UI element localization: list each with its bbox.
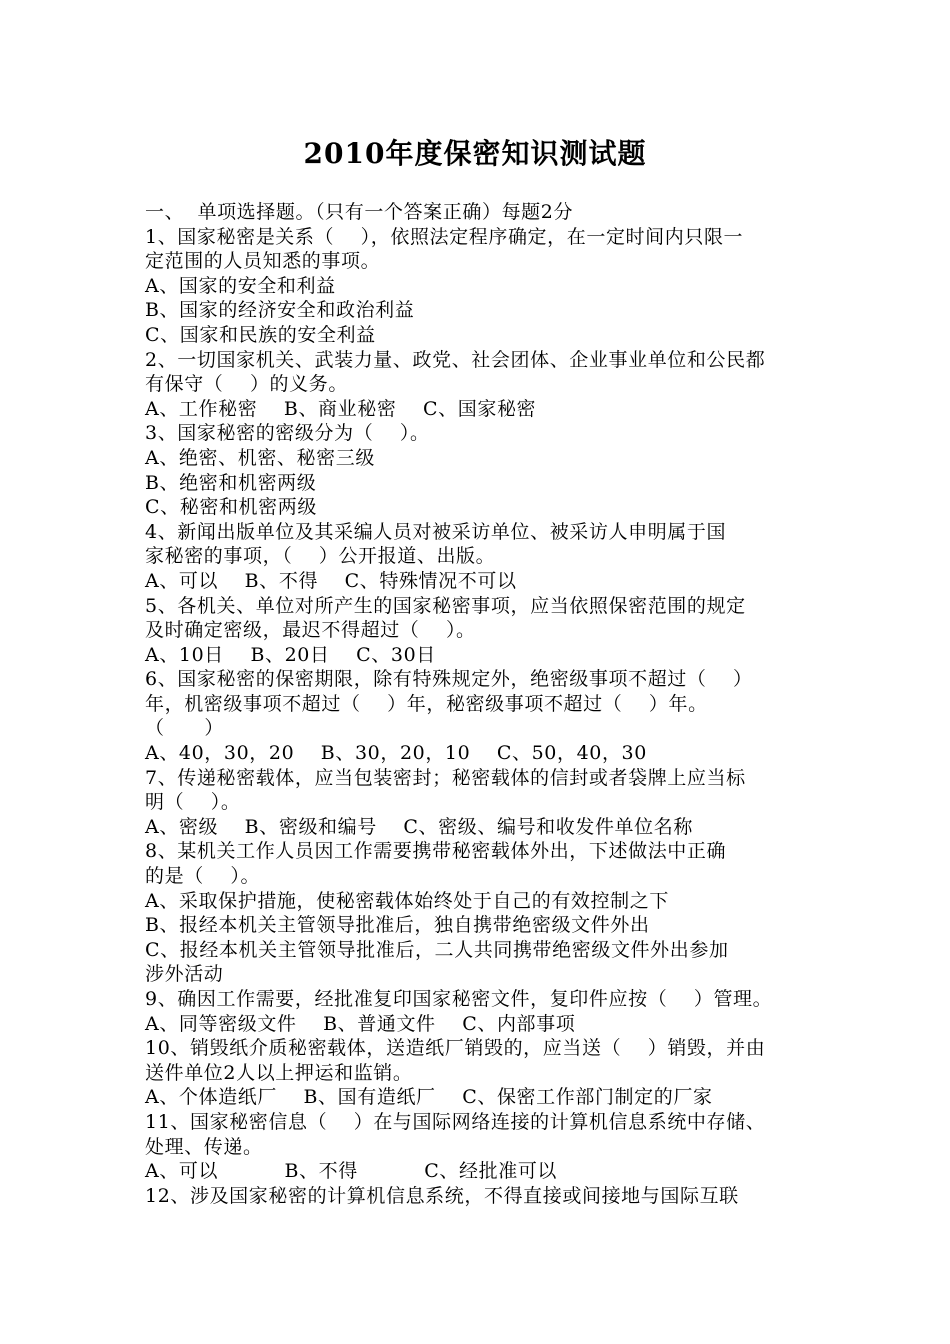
text-line: B、报经本机关主管领导批准后，独自携带绝密级文件外出 [145, 914, 650, 937]
text-line: A、同等密级文件 B、普通文件 C、内部事项 [145, 1012, 576, 1035]
text-line: 的是（ ）。 [145, 865, 261, 888]
text-line: 家秘密的事项，（ ）公开报道、出版。 [145, 545, 496, 568]
text-line: 4、新闻出版单位及其采编人员对被采访单位、被采访人申明属于国 [145, 520, 727, 543]
text-line: C、国家和民族的安全利益 [145, 323, 376, 346]
text-line: 8、某机关工作人员因工作需要携带秘密载体外出，下述做法中正确 [145, 840, 727, 863]
text-line: A、密级 B、密级和编号 C、密级、编号和收发件单位名称 [145, 815, 693, 838]
text-line: 12、涉及国家秘密的计算机信息系统，不得直接或间接地与国际互联 [145, 1184, 739, 1207]
text-line: A、国家的安全和利益 [145, 274, 336, 297]
text-line: C、报经本机关主管领导批准后，二人共同携带绝密级文件外出参加 [145, 938, 729, 961]
text-line: 及时确定密级，最迟不得超过（ ）。 [145, 619, 476, 642]
text-line: 5、各机关、单位对所产生的国家秘密事项，应当依照保密范围的规定 [145, 594, 746, 617]
text-line: 送件单位2人以上押运和监销。 [145, 1061, 413, 1084]
text-line: 9、确因工作需要，经批准复印国家秘密文件，复印件应按（ ）管理。 [145, 988, 773, 1010]
text-line: 有保守（ ）的义务。 [145, 373, 348, 396]
text-line: （ ） [145, 717, 225, 740]
text-line: A、个体造纸厂 B、国有造纸厂 C、保密工作部门制定的厂家 [145, 1086, 713, 1109]
text-line: A、40，30，20 B、30，20，10 C、50，40，30 [145, 742, 647, 765]
text-line: 涉外活动 [145, 963, 224, 986]
text-line: A、采取保护措施，使秘密载体始终处于自己的有效控制之下 [145, 889, 669, 912]
text-line: 11、国家秘密信息（ ）在与国际网络连接的计算机信息系统中存储、 [145, 1110, 766, 1133]
text-line: 3、国家秘密的密级分为（ ）。 [145, 422, 430, 445]
text-line: 处理、传递。 [145, 1135, 263, 1158]
text-line: B、国家的经济安全和政治利益 [145, 299, 415, 322]
text-line: 明（ ）。 [145, 791, 241, 814]
document-body [145, 200, 825, 1208]
text-line: A、绝密、机密、秘密三级 [145, 446, 375, 469]
text-line: A、工作秘密 B、商业秘密 C、国家秘密 [145, 397, 537, 420]
text-line: C、秘密和机密两级 [145, 496, 317, 519]
text-line: 10、销毁纸介质秘密载体，送造纸厂销毁的，应当送（ ）销毁，并由 [145, 1037, 766, 1060]
text-line: 1、国家秘密是关系（ ），依照法定程序确定，在一定时间内只限一 [145, 225, 744, 248]
text-line: 年，机密级事项不超过（ ）年，秘密级事项不超过（ ）年。 [145, 692, 708, 715]
text-line: 7、传递秘密载体，应当包装密封；秘密载体的信封或者袋牌上应当标 [145, 766, 746, 789]
text-line: A、可以 B、不得 C、特殊情况不可以 [145, 569, 517, 592]
text-line: 6、国家秘密的保密期限，除有特殊规定外，绝密级事项不超过（ ） [145, 668, 753, 691]
text-line: 2、一切国家机关、武装力量、政党、社会团体、企业事业单位和公民都 [145, 348, 766, 371]
document-title: 2010年度保密知识测试题 [303, 137, 647, 170]
text-line: A、10日 B、20日 C、30日 [145, 643, 436, 666]
text-line: A、可以 B、不得 C、经批准可以 [145, 1160, 558, 1183]
text-line: 定范围的人员知悉的事项。 [145, 250, 381, 273]
text-line: 一、 单项选择题。（只有一个答案正确）每题2分 [145, 201, 574, 223]
text-line: B、绝密和机密两级 [145, 471, 317, 494]
